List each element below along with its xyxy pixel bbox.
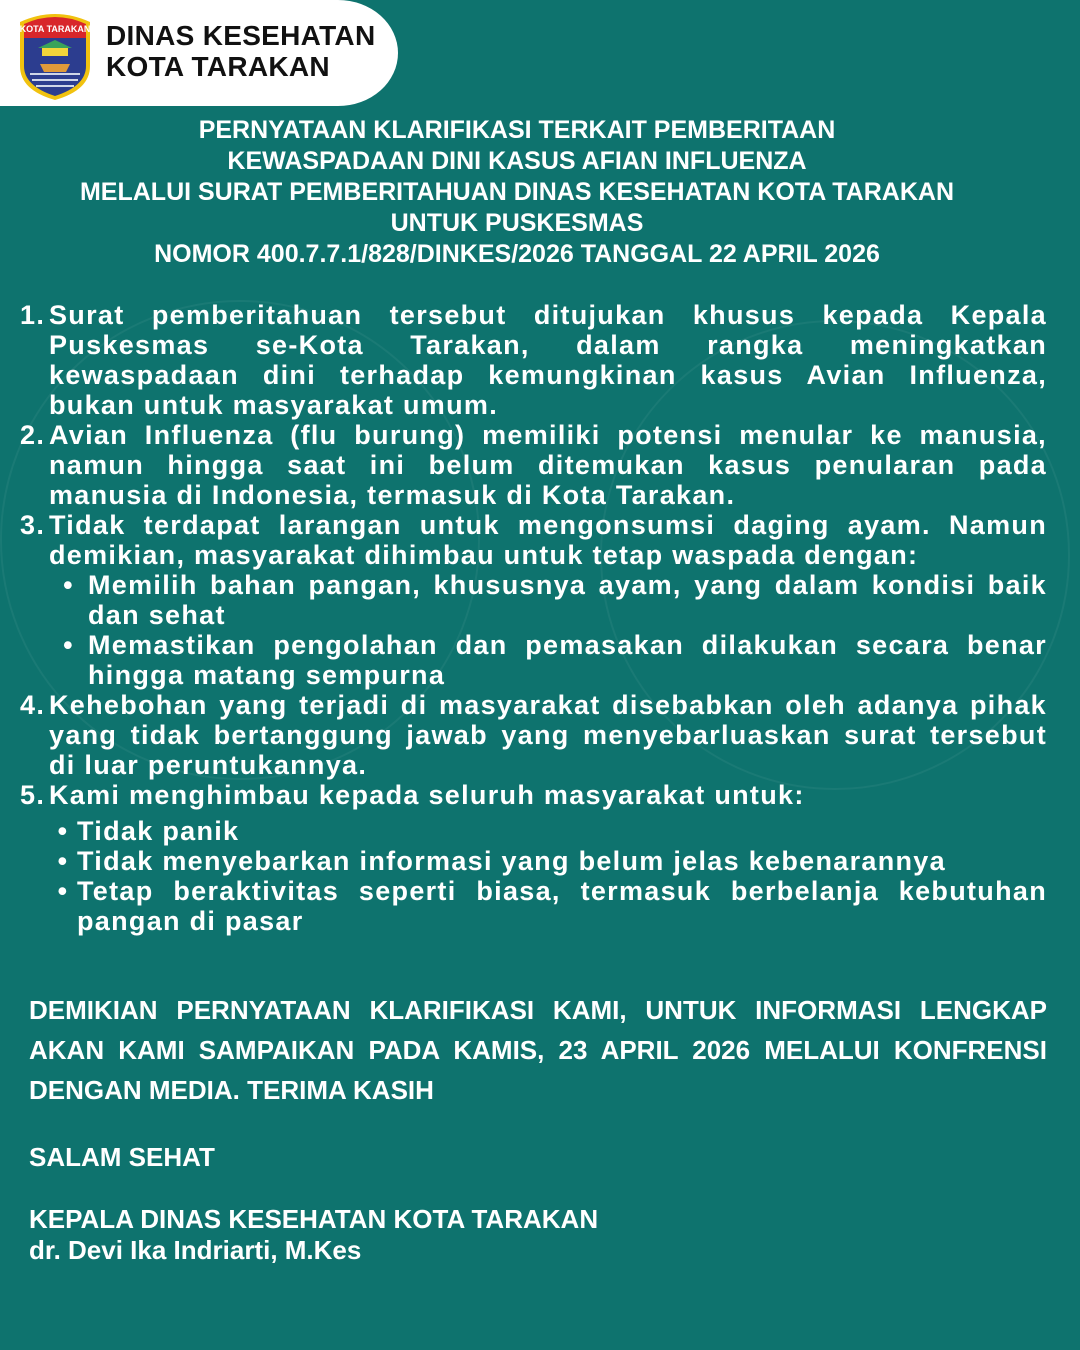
title-line: KEWASPADAAN DINI KASUS AFIAN INFLUENZA [227, 147, 807, 175]
kota-tarakan-logo [16, 8, 94, 102]
item-number: 1. [20, 300, 46, 330]
item-text: Kami menghimbau kepada seluruh masyarakat untuk: [49, 780, 805, 810]
list-item [20, 780, 1047, 810]
list-item [20, 420, 1047, 510]
bullet-text: Tidak panik [77, 816, 240, 846]
list-item [20, 300, 1047, 420]
bullet-item [20, 570, 1047, 630]
item-text: Avian Influenza (flu burung) memiliki potensi menular ke manusia, namun hingga saat ini belum ditemukan kasus penularan pada manusia di Indonesia, termasuk di Kota Tarakan. [49, 420, 1047, 510]
item-number: 5. [20, 780, 46, 810]
bullet-icon: • [63, 570, 74, 600]
bullet-text: Memilih bahan pangan, khususnya ayam, yang dalam kondisi baik dan sehat [88, 570, 1047, 630]
bullet-item [20, 630, 1047, 690]
bullet-text: Tidak menyebarkan informasi yang belum jelas kebenarannya [77, 846, 946, 876]
item-text: Surat pemberitahuan tersebut ditujukan khusus kepada Kepala Puskesmas se-Kota Tarakan, dalam rangka meningkatkan kewaspadaan dini terhadap kemungkinan kasus Avian Influenza, bukan untuk masyarakat umum. [49, 300, 1047, 420]
signatory-name: dr. Devi Ika Indriarti, M.Kes [29, 1235, 362, 1265]
svg-text:KOTA TARAKAN: KOTA TARAKAN [19, 24, 91, 34]
bullet-text: Tetap beraktivitas seperti biasa, termasuk berbelanja kebutuhan pangan di pasar [77, 876, 1047, 936]
document-title [0, 115, 1034, 270]
clarification-list [20, 300, 1047, 936]
org-name-line-1: DINAS KESEHATAN [106, 20, 376, 51]
salam: SALAM SEHAT [29, 1142, 215, 1172]
bullet-icon: • [57, 876, 69, 906]
item-number: 4. [20, 690, 46, 720]
org-name-line-2: KOTA TARAKAN [106, 51, 330, 82]
item-text: Tidak terdapat larangan untuk mengonsumsi daging ayam. Namun demikian, masyarakat dihimbau untuk tetap waspada dengan: [49, 510, 1047, 570]
bullet-item [20, 816, 1047, 846]
item-number: 3. [20, 510, 46, 540]
signature-block [29, 1204, 598, 1266]
list-item [20, 690, 1047, 780]
list-item [20, 510, 1047, 570]
bullet-icon: • [57, 846, 69, 876]
signatory-position: KEPALA DINAS KESEHATAN KOTA TARAKAN [29, 1204, 599, 1234]
title-line: NOMOR 400.7.7.1/828/DINKES/2026 TANGGAL 22 APRIL 2026 [154, 240, 880, 268]
item-number: 2. [20, 420, 46, 450]
organization-name [106, 20, 375, 82]
bullet-icon: • [57, 816, 69, 846]
title-line: MELALUI SURAT PEMBERITAHUAN DINAS KESEHATAN KOTA TARAKAN [79, 178, 955, 206]
bullet-text: Memastikan pengolahan dan pemasakan dilakukan secara benar hingga matang sempurna [88, 630, 1047, 690]
closing-statement: DEMIKIAN PERNYATAAN KLARIFIKASI KAMI, UNTUK INFORMASI LENGKAP AKAN KAMI SAMPAIKAN PADA KAMIS, 23 APRIL 2026 MELALUI KONFRENSI DENGAN MEDIA. TERIMA KASIH [29, 995, 1047, 1105]
title-line: PERNYATAAN KLARIFIKASI TERKAIT PEMBERITAAN [198, 116, 836, 144]
item-text: Kehebohan yang terjadi di masyarakat disebabkan oleh adanya pihak yang tidak bertanggung jawab yang menyebarluaskan surat tersebut di luar peruntukannya. [49, 690, 1047, 780]
title-line: UNTUK PUSKESMAS [390, 209, 644, 237]
bullet-icon: • [63, 630, 74, 660]
bullet-item [20, 876, 1047, 936]
bullet-item [20, 846, 1047, 876]
